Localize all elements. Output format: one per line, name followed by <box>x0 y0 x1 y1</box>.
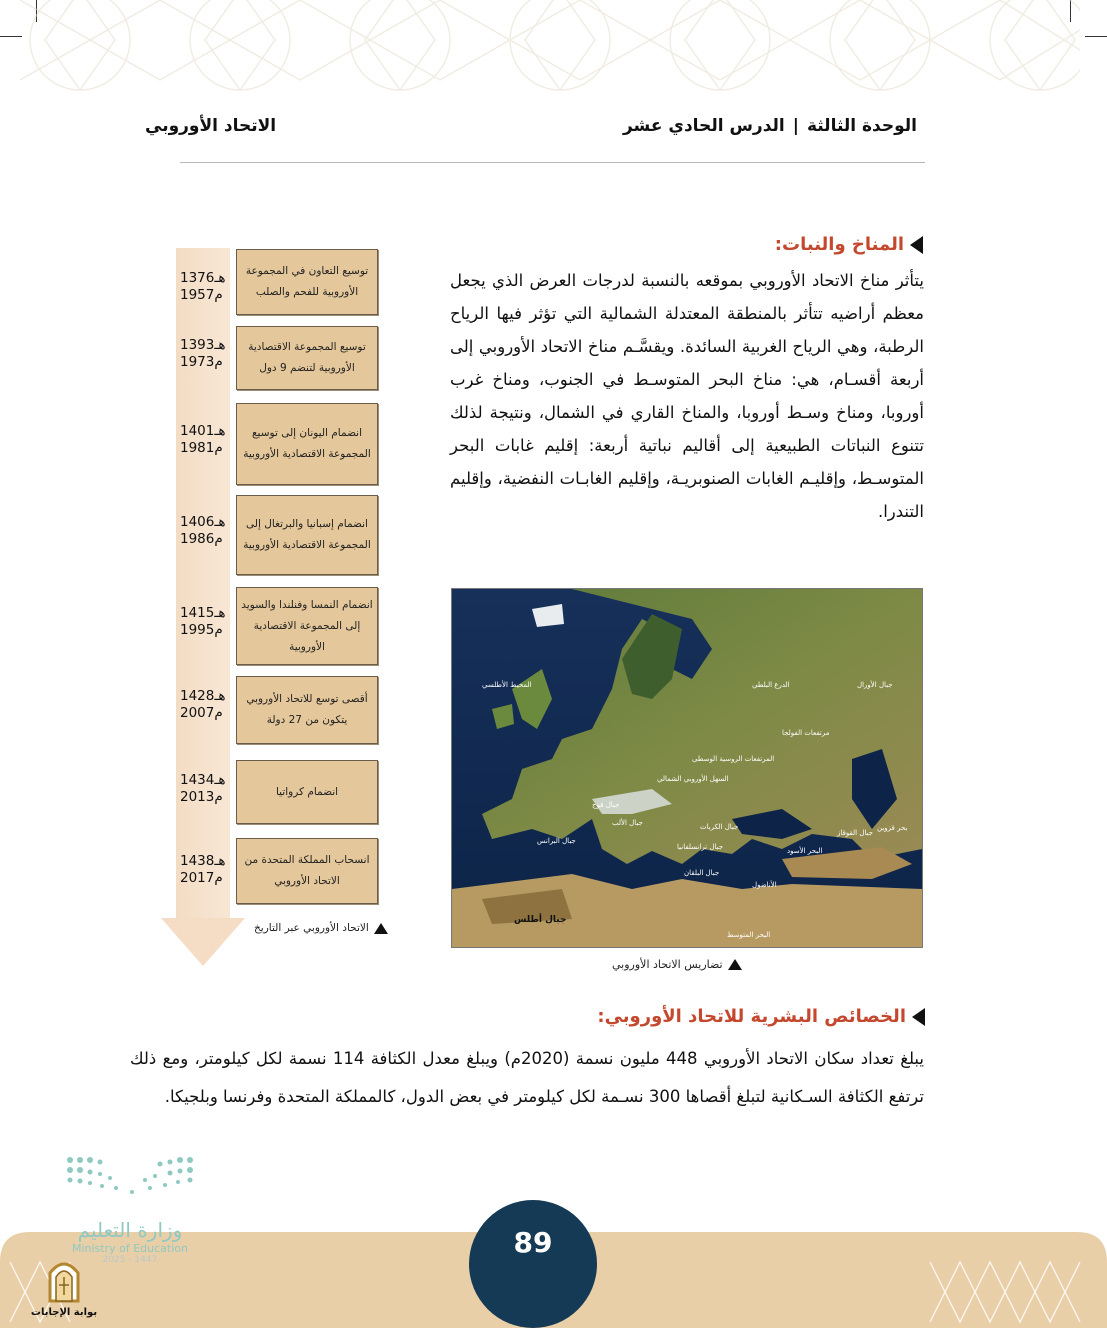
climate-paragraph: يتأثر مناخ الاتحاد الأوروبي بموقعه بالنسبة لدرجات العرض الذي يجعل معظم أراضيه تتأثر بالمنطقة المعتدلة الشمالية التي تؤثر فيها الرياح الرطبة، وهي الرياح الغربية السائدة. ويقسَّـم مناخ الاتحاد الأوروبي إلى أربعة أقسـام، هي: مناخ البحر المتوسـط في الجنوب، ومناخ غرب أوروبا، ومناخ وسـط أوروبا، والمناخ القاري في الشمال، ونتيجة لذلك تتنوع النباتات الطبيعية إلى أقاليم نباتية أربعة: إقليم غابات البحر المتوسـط، وإقليـم الغابات الصنوبريـة، وإقليم الغابـات النفضية، وإقليم التندرا. <box>450 271 924 521</box>
crop-mark <box>0 36 22 37</box>
hijri-date: 1393هـ <box>180 337 226 353</box>
gregorian-date: 2017م <box>180 870 223 886</box>
hijri-date: 1428هـ <box>180 688 226 704</box>
map-label-baltic-shield: الدرع البلطي <box>752 681 790 689</box>
map-label-balkan: جبال البلقان <box>684 869 720 877</box>
hijri-date: 1401هـ <box>180 423 226 439</box>
map-label-caspian: بحر قزوين <box>877 824 908 832</box>
ministry-name-ar: وزارة التعليم <box>77 1218 183 1242</box>
timeline-date-2017 <box>180 853 228 887</box>
header-geometric-pattern <box>20 0 1080 110</box>
hijri-date: 1376هـ <box>180 270 226 286</box>
gregorian-date: 2013م <box>180 789 223 805</box>
timeline-date-1981 <box>180 423 228 457</box>
europe-relief-map <box>451 588 923 948</box>
timeline-event-1957: توسيع التعاون في المجموعة الأوروبية للفحم والصلب <box>236 249 378 315</box>
answers-portal-badge <box>28 1255 100 1320</box>
gregorian-date: 1986م <box>180 531 223 547</box>
hijri-date: 1415هـ <box>180 605 226 621</box>
map-image <box>452 589 922 947</box>
map-label-black-sea: البحر الأسود <box>787 847 823 855</box>
map-label-volga: مرتفعات الفولجا <box>782 729 830 737</box>
header-divider <box>180 162 925 163</box>
page-header-lesson <box>623 116 917 136</box>
ministry-year: 2025 - 1447 <box>102 1255 158 1265</box>
unit-label: الوحدة الثالثة <box>806 116 917 136</box>
section-title-climate <box>775 234 923 255</box>
map-label-urals: جبال الأورال <box>857 681 893 689</box>
gregorian-date: 2007م <box>180 705 223 721</box>
timeline-date-1973 <box>180 337 228 371</box>
timeline-caption-text: الاتحاد الأوروبي عبر التاريخ <box>254 922 369 934</box>
page-header-topic: الاتحاد الأوروبي <box>145 116 277 136</box>
map-label-atlas: جبال أطلس <box>514 915 567 925</box>
gregorian-date: 1973م <box>180 354 223 370</box>
map-label-atlantic: المحيط الأطلسي <box>482 681 532 689</box>
section-marker-icon <box>912 1008 925 1026</box>
timeline-arrow-head <box>161 918 245 966</box>
map-label-carpathians: جبال الكربات <box>700 823 739 831</box>
timeline-event-1981: انضمام اليونان إلى توسيع المجموعة الاقتصادية الأوروبية <box>236 403 378 485</box>
section-title-text: المناخ والنبات: <box>774 234 904 255</box>
portal-emblem-icon <box>28 1255 100 1303</box>
gregorian-date: 1957م <box>180 287 223 303</box>
timeline-date-1957 <box>180 270 228 304</box>
map-label-med-sea: البحر المتوسط <box>727 931 771 939</box>
header-separator: | <box>792 116 799 136</box>
map-label-anatolia: الأناضول <box>752 881 777 889</box>
caption-marker-icon <box>728 959 742 970</box>
section-marker-icon <box>910 236 923 254</box>
timeline-event-1995: انضمام النمسا وفنلندا والسويد إلى المجموعة الاقتصادية الأوروبية <box>236 587 378 665</box>
section-title-human <box>597 1006 925 1027</box>
timeline-date-2007 <box>180 688 228 722</box>
map-label-north-plain: السهل الأوروبي الشمالي <box>657 775 729 783</box>
gregorian-date: 1981م <box>180 440 223 456</box>
page-number: 89 <box>469 1200 597 1328</box>
timeline-caption <box>254 922 388 934</box>
map-label-transylvania: جبال ترانسلفانيا <box>677 843 724 851</box>
section-title-text: الخصائص البشرية للاتحاد الأوروبي: <box>597 1006 906 1027</box>
map-label-caucasus: جبال القوقاز <box>837 829 873 837</box>
timeline-event-1973: توسيع المجموعة الاقتصادية الأوروبية لتنضم 9 دول <box>236 326 378 390</box>
human-paragraph: يبلغ تعداد سكان الاتحاد الأوروبي 448 مليون نسمة (2020م) ويبلغ معدل الكثافة 114 نسمة لكل كيلومتر، ومع ذلك ترتفع الكثافة السـكانية لتبلغ أقصاها 300 نسـمة لكل كيلومتر في بعض الدول، كالمملكة المتحدة وفرنسا وبلجيكا. <box>130 1049 925 1106</box>
ministry-dots-icon <box>60 1150 200 1210</box>
timeline-date-2013 <box>180 772 228 806</box>
map-label-vosges: جبال فوج <box>592 801 620 809</box>
hijri-date: 1406هـ <box>180 514 226 530</box>
map-caption-text: تضاريس الاتحاد الأوروبي <box>612 958 723 971</box>
timeline-date-1986 <box>180 514 228 548</box>
timeline-event-2013: انضمام كرواتيا <box>236 760 378 824</box>
hijri-date: 1434هـ <box>180 772 226 788</box>
portal-badge-text: بوابة الإجابات <box>30 1307 98 1318</box>
hijri-date: 1438هـ <box>180 853 226 869</box>
timeline-event-2017: انسحاب المملكة المتحدة من الاتحاد الأوروبي <box>236 838 378 904</box>
map-label-pyrenees: جبال البرانس <box>537 837 576 845</box>
map-caption <box>612 958 742 971</box>
crop-mark <box>1085 36 1107 37</box>
map-label-russian-uplands: المرتفعات الروسية الوسطى <box>692 755 775 763</box>
map-label-alps: جبال الألب <box>612 819 643 827</box>
timeline-event-2007: أقصى توسع للاتحاد الأوروبي يتكون من 27 دولة <box>236 676 378 744</box>
timeline-date-1995 <box>180 605 228 639</box>
caption-marker-icon <box>374 923 388 934</box>
ministry-name-en: Ministry of Education <box>71 1242 188 1255</box>
gregorian-date: 1995م <box>180 622 223 638</box>
lesson-label: الدرس الحادي عشر <box>622 116 785 136</box>
ministry-logo <box>60 1150 200 1270</box>
timeline-event-1986: انضمام إسبانيا والبرتغال إلى المجموعة الاقتصادية الأوروبية <box>236 495 378 575</box>
